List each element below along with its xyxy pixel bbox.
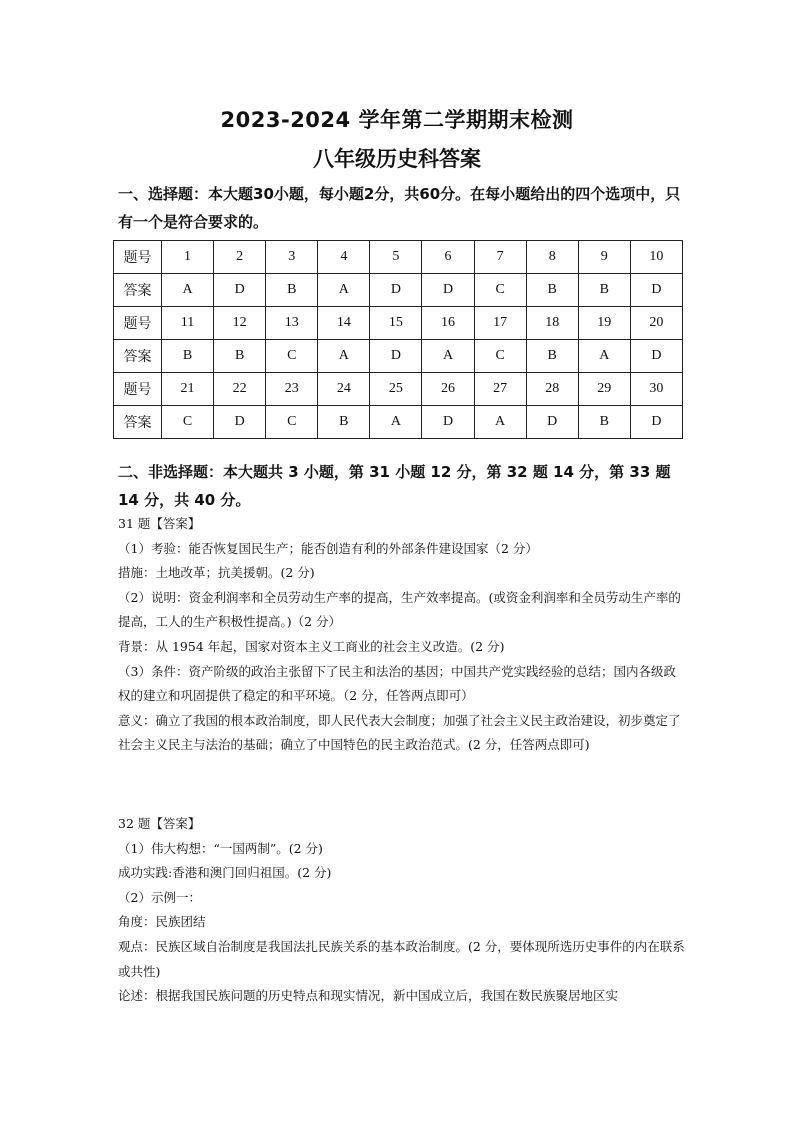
question-number-cell: 4 [318, 241, 370, 274]
answer-cell: A [318, 274, 370, 307]
document-subtitle: 八年级历史科答案 [313, 147, 481, 171]
q31-line: 背景：从 1954 年起，国家对资本主义工商业的社会主义改造。(2 分) [118, 638, 505, 654]
question-number-cell: 16 [422, 307, 474, 340]
q31-line: 意义：确立了我国的根本政治制度，即人民代表大会制度；加强了社会主义民主政治建设，初步奠定了社会主义民主与法治的基础；确立了中国特色的民主政治范式。(2 分，任答两点即可) [118, 712, 681, 753]
question-number-cell: 20 [630, 307, 682, 340]
answer-cell: A [370, 406, 422, 439]
answer-header: 答案 [114, 340, 162, 373]
question-number-cell: 7 [474, 241, 526, 274]
question-number-cell: 1 [162, 241, 214, 274]
question-number-cell: 29 [578, 373, 630, 406]
question-number-cell: 22 [214, 373, 266, 406]
answer-cell: D [526, 406, 578, 439]
q31-line: （3）条件：资产阶级的政治主张留下了民主和法治的基因；中国共产党实践经验的总结；国内各级政权的建立和巩固提供了稳定的和平环境。（2 分，任答两点即可） [118, 663, 676, 704]
q32-line: （1）伟大构想：“一国两制”。(2 分) [118, 840, 323, 856]
question-number-cell: 23 [266, 373, 318, 406]
question-number-header: 题号 [114, 373, 162, 406]
q31-label: 31 题【答案】 [118, 516, 201, 531]
q32-line: 论述：根据我国民族问题的历史特点和现实情况，新中国成立后，我国在数民族聚居地区实 [118, 988, 619, 1004]
question-number-cell: 13 [266, 307, 318, 340]
answer-cell: B [318, 406, 370, 439]
answer-cell: D [214, 274, 266, 307]
answer-cell: C [474, 340, 526, 373]
answer-header: 答案 [114, 406, 162, 439]
section1-heading: 一、选择题：本大题30小题，每小题2分，共60分。在每小题给出的四个选项中，只有一个是符合要求的。 [118, 185, 681, 231]
question-number-cell: 26 [422, 373, 474, 406]
question-number-header: 题号 [114, 241, 162, 274]
answer-cell: D [370, 340, 422, 373]
question-number-cell: 9 [578, 241, 630, 274]
answer-cell: D [630, 274, 682, 307]
question-number-cell: 2 [214, 241, 266, 274]
answer-cell: B [214, 340, 266, 373]
answer-cell: B [578, 406, 630, 439]
q31-line: （2）说明：资金利润率和全员劳动生产率的提高，生产效率提高。(或资金利润率和全员劳动生产率的提高，工人的生产积极性提高。)（2 分） [118, 589, 681, 630]
answer-row [114, 340, 683, 373]
answer-row [114, 406, 683, 439]
question-number-header: 题号 [114, 307, 162, 340]
answer-cell: D [630, 340, 682, 373]
answer-cell: C [162, 406, 214, 439]
question-number-cell: 15 [370, 307, 422, 340]
question-number-cell: 24 [318, 373, 370, 406]
question-number-cell: 27 [474, 373, 526, 406]
question-number-cell: 18 [526, 307, 578, 340]
answer-cell: B [266, 274, 318, 307]
question-number-cell: 25 [370, 373, 422, 406]
question-number-row [114, 373, 683, 406]
answer-cell: D [422, 406, 474, 439]
answer-table [113, 240, 683, 439]
answer-table-body [114, 241, 683, 439]
answer-cell: A [162, 274, 214, 307]
answer-cell: A [578, 340, 630, 373]
question-number-cell: 10 [630, 241, 682, 274]
question-number-cell: 11 [162, 307, 214, 340]
document-title: 2023-2024 学年第二学期期末检测 [220, 108, 574, 132]
question-number-cell: 6 [422, 241, 474, 274]
answer-cell: B [526, 340, 578, 373]
answer-cell: D [422, 274, 474, 307]
answer-cell: B [578, 274, 630, 307]
question-number-cell: 17 [474, 307, 526, 340]
answer-cell: D [370, 274, 422, 307]
q32-line: 观点：民族区域自治制度是我国法扎民族关系的基本政治制度。(2 分，要体现所选历史事件的内在联系或共性) [118, 938, 685, 979]
answer-cell: B [162, 340, 214, 373]
answer-cell: D [214, 406, 266, 439]
question-number-cell: 3 [266, 241, 318, 274]
answer-cell: A [474, 406, 526, 439]
q32-line: 成功实践:香港和澳门回归祖国。(2 分) [118, 865, 332, 881]
question-number-cell: 28 [526, 373, 578, 406]
answer-cell: A [318, 340, 370, 373]
answer-row [114, 274, 683, 307]
question-number-row [114, 241, 683, 274]
question-number-cell: 5 [370, 241, 422, 274]
answer-cell: D [630, 406, 682, 439]
answer-cell: A [422, 340, 474, 373]
q32-answer-block [118, 812, 688, 1009]
answer-cell: C [474, 274, 526, 307]
question-number-row [114, 307, 683, 340]
q31-answer-block [118, 512, 688, 758]
answer-cell: C [266, 340, 318, 373]
answer-header: 答案 [114, 274, 162, 307]
answer-cell: B [526, 274, 578, 307]
question-number-cell: 14 [318, 307, 370, 340]
q32-label: 32 题【答案】 [118, 816, 201, 831]
question-number-cell: 12 [214, 307, 266, 340]
q32-line: 角度：民族团结 [118, 914, 206, 930]
question-number-cell: 8 [526, 241, 578, 274]
section2-heading: 二、非选择题：本大题共 3 小题，第 31 小题 12 分，第 32 题 14 分，第 33 题 14 分，共 40 分。 [118, 463, 671, 509]
question-number-cell: 30 [630, 373, 682, 406]
q31-line: 措施：土地改革；抗美援朝。(2 分) [118, 565, 315, 581]
q32-line: （2）示例一： [118, 889, 201, 905]
question-number-cell: 19 [578, 307, 630, 340]
answer-cell: C [266, 406, 318, 439]
q31-line: （1）考验：能否恢复国民生产；能否创造有利的外部条件建设国家（2 分） [118, 540, 538, 556]
question-number-cell: 21 [162, 373, 214, 406]
